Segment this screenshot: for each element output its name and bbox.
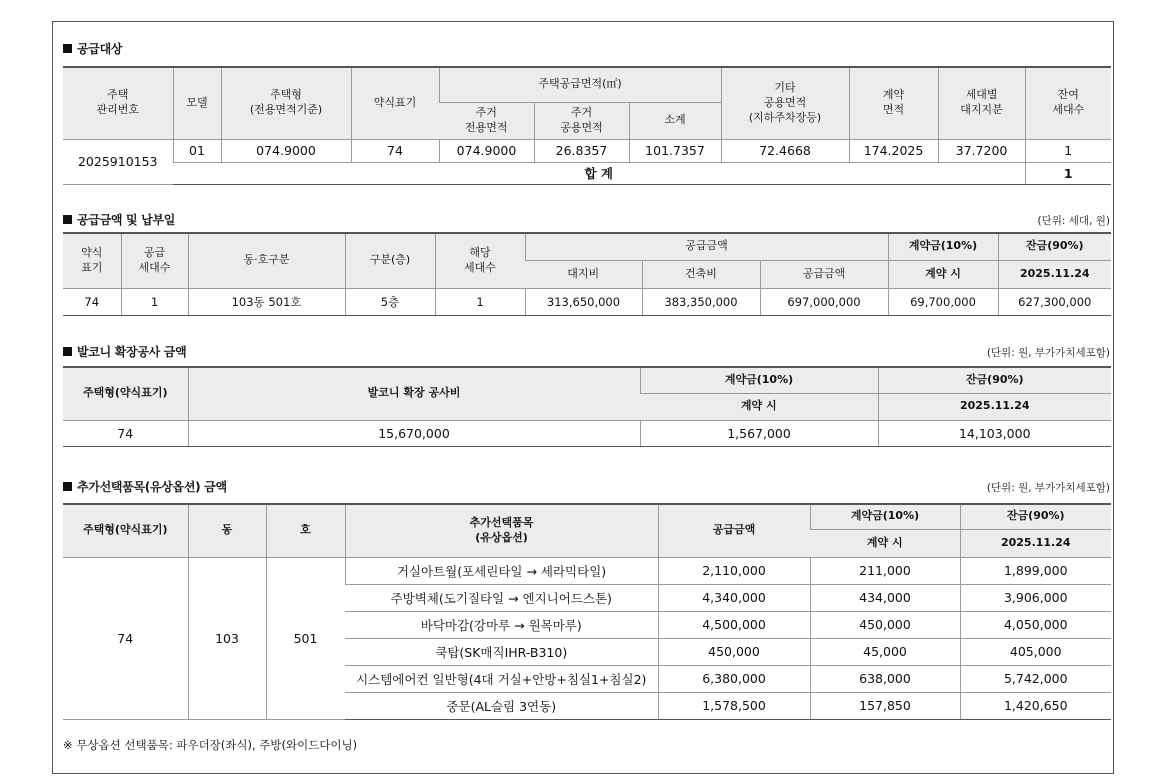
cell-option-deposit: 45,000 [810, 638, 960, 665]
cell-subtotal: 101.7357 [629, 139, 721, 162]
header-common-area: 주거 공용면적 [534, 102, 629, 139]
cell-land-share: 37.7200 [938, 139, 1025, 162]
balcony-table [63, 366, 1111, 447]
header-unit-number: 동·호구분 [188, 233, 345, 288]
cell-total-label: 합 계 [173, 162, 1025, 184]
section-title-supply-price [63, 211, 175, 228]
header-subtotal: 소계 [629, 102, 721, 139]
cell-model: 01 [173, 139, 221, 162]
unit-note-balcony: (단위: 원, 부가가치세포함) [986, 347, 1110, 359]
section-title-text: 공급대상 [77, 42, 123, 56]
header-deposit: 계약금(10%) [810, 504, 960, 529]
header-deposit: 계약금(10%) [888, 233, 998, 260]
header-supply-price: 공급금액 [760, 260, 888, 288]
bullet-square-icon [63, 215, 72, 224]
free-options-note: ※ 무상옵션 선택품목: 파우더장(좌식), 주방(와이드다이닝) [63, 738, 358, 752]
cell-option-balance: 1,420,650 [960, 692, 1111, 719]
header-exclusive-area: 주거 전용면적 [439, 102, 534, 139]
header-balcony-cost: 발코니 확장 공사비 [188, 367, 640, 420]
header-supply-price: 공급금액 [658, 504, 810, 557]
header-deposit-when: 계약 시 [888, 260, 998, 288]
header-land-share: 세대별 대지지분 [938, 67, 1025, 139]
cell-option-price: 6,380,000 [658, 665, 810, 692]
header-supply-units: 공급 세대수 [121, 233, 188, 288]
header-balance: 잔금(90%) [878, 367, 1111, 393]
cell-common-area: 26.8357 [534, 139, 629, 162]
cell-option-balance: 4,050,000 [960, 611, 1111, 638]
header-balance-date: 2025.11.24 [960, 529, 1111, 557]
header-model: 모델 [173, 67, 221, 139]
header-balance-date: 2025.11.24 [878, 393, 1111, 420]
cell-supply-units: 1 [121, 288, 188, 315]
unit-note-paid-options: (단위: 원, 부가가치세포함) [986, 482, 1110, 494]
cell-mgmt-no: 2025910153 [63, 139, 173, 184]
header-deposit-when: 계약 시 [640, 393, 878, 420]
header-applicable-units: 해당 세대수 [435, 233, 525, 288]
supply-price-table [63, 232, 1111, 316]
cell-option-price: 4,340,000 [658, 584, 810, 611]
cell-building-price: 383,350,000 [642, 288, 760, 315]
cell-option-balance: 1,899,000 [960, 557, 1111, 584]
cell-contract-area: 174.2025 [849, 139, 938, 162]
bullet-square-icon [63, 44, 72, 53]
cell-ho: 501 [266, 557, 345, 719]
section-title-balcony [63, 343, 186, 360]
header-dong: 동 [188, 504, 266, 557]
header-supply-area-group: 주택공급면적(㎡) [439, 67, 721, 102]
header-other-common-area: 기타 공용면적 (지하주차장등) [721, 67, 849, 139]
cell-option-deposit: 638,000 [810, 665, 960, 692]
header-remaining-units: 잔여 세대수 [1025, 67, 1111, 139]
cell-option-name: 중문(AL슬림 3연동) [345, 692, 658, 719]
unit-note-supply-price: (단위: 세대, 원) [1037, 215, 1110, 227]
header-price-group: 공급금액 [525, 233, 888, 260]
header-floor: 구분(층) [345, 233, 435, 288]
cell-option-price: 2,110,000 [658, 557, 810, 584]
cell-option-deposit: 450,000 [810, 611, 960, 638]
cell-option-price: 450,000 [658, 638, 810, 665]
cell-option-name: 쿡탑(SK매직IHR-B310) [345, 638, 658, 665]
header-ho: 호 [266, 504, 345, 557]
cell-exclusive-area: 074.9000 [439, 139, 534, 162]
cell-option-name: 주방벽체(도기질타일 → 엔지니어드스톤) [345, 584, 658, 611]
header-option-item: 추가선택품목 (유상옵션) [345, 504, 658, 557]
cell-supply-price: 697,000,000 [760, 288, 888, 315]
cell-unit-number: 103동 501호 [188, 288, 345, 315]
header-short-label: 약식 표기 [63, 233, 121, 288]
paid-options-table [63, 503, 1111, 720]
header-housing-type: 주택형(약식표기) [63, 504, 188, 557]
header-mgmt-no: 주택 관리번호 [63, 67, 173, 139]
cell-option-deposit: 434,000 [810, 584, 960, 611]
cell-option-price: 1,578,500 [658, 692, 810, 719]
bullet-square-icon [63, 482, 72, 491]
cell-option-price: 4,500,000 [658, 611, 810, 638]
cell-housing-type: 074.9000 [221, 139, 351, 162]
header-balance: 잔금(90%) [998, 233, 1111, 260]
section-title-paid-options [63, 478, 227, 495]
section-title-supply-target [63, 40, 122, 57]
cell-option-name: 시스템에어컨 일반형(4대 거실+안방+침실1+침실2) [345, 665, 658, 692]
cell-total-value: 1 [1025, 162, 1111, 184]
cell-short-label: 74 [351, 139, 439, 162]
bullet-square-icon [63, 347, 72, 356]
cell-land-price: 313,650,000 [525, 288, 642, 315]
header-balance: 잔금(90%) [960, 504, 1111, 529]
header-balance-date: 2025.11.24 [998, 260, 1111, 288]
cell-option-balance: 5,742,000 [960, 665, 1111, 692]
cell-balance: 14,103,000 [878, 420, 1111, 446]
cell-applicable-units: 1 [435, 288, 525, 315]
cell-dong: 103 [188, 557, 266, 719]
cell-option-name: 바닥마감(강마루 → 원목마루) [345, 611, 658, 638]
header-contract-area: 계약 면적 [849, 67, 938, 139]
section-title-text: 공급금액 및 납부일 [77, 213, 176, 227]
cell-deposit: 69,700,000 [888, 288, 998, 315]
cell-other-common-area: 72.4668 [721, 139, 849, 162]
cell-option-balance: 405,000 [960, 638, 1111, 665]
header-housing-type: 주택형 (전용면적기준) [221, 67, 351, 139]
section-title-text: 발코니 확장공사 금액 [77, 345, 187, 359]
header-land-price: 대지비 [525, 260, 642, 288]
cell-floor: 5층 [345, 288, 435, 315]
cell-deposit: 1,567,000 [640, 420, 878, 446]
header-housing-type: 주택형(약식표기) [63, 367, 188, 420]
cell-option-deposit: 211,000 [810, 557, 960, 584]
header-deposit: 계약금(10%) [640, 367, 878, 393]
cell-housing-type: 74 [63, 557, 188, 719]
cell-option-deposit: 157,850 [810, 692, 960, 719]
header-short-label: 약식표기 [351, 67, 439, 139]
cell-option-balance: 3,906,000 [960, 584, 1111, 611]
cell-balance: 627,300,000 [998, 288, 1111, 315]
header-deposit-when: 계약 시 [810, 529, 960, 557]
header-building-price: 건축비 [642, 260, 760, 288]
cell-option-name: 거실아트월(포세린타일 → 세라믹타일) [345, 557, 658, 584]
section-title-text: 추가선택품목(유상옵션) 금액 [77, 480, 227, 494]
cell-short-label: 74 [63, 288, 121, 315]
supply-target-table [63, 66, 1111, 185]
cell-balcony-cost: 15,670,000 [188, 420, 640, 446]
cell-housing-type: 74 [63, 420, 188, 446]
cell-remaining-units: 1 [1025, 139, 1111, 162]
